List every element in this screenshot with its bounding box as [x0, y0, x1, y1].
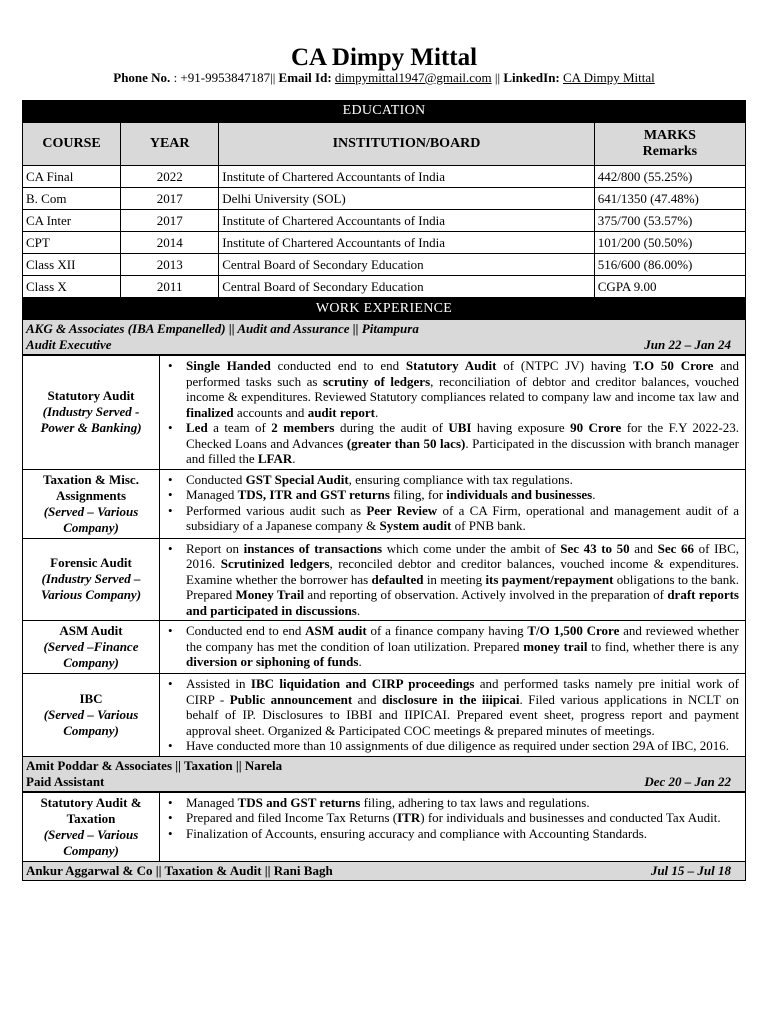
col-institution: INSTITUTION/BOARD [219, 123, 595, 166]
work-area-subtitle: (Industry Served – Various Company) [40, 571, 142, 603]
work-area-subtitle: (Served – Various Company) [43, 503, 139, 535]
resume-body [22, 100, 746, 881]
work-area-title: Statutory Audit & Taxation [40, 794, 142, 826]
education-year-cell: 2011 [121, 276, 219, 298]
work-bullet: • Prepared and filed Income Tax Returns (ITR) for individuals and businesses and conducted Tax Audit. [186, 810, 739, 826]
education-heading: EDUCATION [22, 100, 746, 122]
education-table [22, 122, 746, 298]
col-year: YEAR [121, 123, 219, 166]
education-institution-cell: Central Board of Secondary Education [219, 254, 595, 276]
education-row [23, 210, 746, 232]
employer-header [22, 757, 746, 792]
education-marks-cell: 101/200 (50.50%) [594, 232, 745, 254]
education-row [23, 166, 746, 188]
education-course-cell: CA Inter [23, 210, 121, 232]
employment-dates: Jul 15 – Jul 18 [650, 862, 731, 878]
phone-label: Phone No. [113, 70, 171, 85]
work-description [160, 469, 746, 538]
education-course-cell: CA Final [23, 166, 121, 188]
education-row [23, 254, 746, 276]
work-row [23, 469, 746, 538]
work-description [160, 674, 746, 757]
work-row [23, 621, 746, 674]
work-row [23, 356, 746, 470]
education-institution-cell: Institute of Chartered Accountants of India [219, 232, 595, 254]
work-bullet: • Single Handed conducted end to end Statutory Audit of (NTPC JV) having T.O 50 Crore and performed tasks such as scrutiny of ledgers, reconciliation of debtor and creditor balances, vouched income & expenditures. Reviewed Statutory compliances related to company law and income tax law and finalized accounts and audit report. [186, 358, 739, 420]
education-institution-cell: Delhi University (SOL) [219, 188, 595, 210]
work-description [160, 621, 746, 674]
employer-role: Audit Executive [26, 337, 112, 352]
work-bullet: • Performed various audit such as Peer Review of a CA Firm, operational and management audit of a subsidiary of a Japanese company & System audit of PNB bank. [186, 503, 739, 534]
work-bullet: • Led a team of 2 members during the audit of UBI having exposure 90 Crore for the F.Y 2022-23. Checked Loans and Advances (greater than 50 lacs). Participated in the discussion with branch manager and filled the LFAR. [186, 420, 739, 467]
work-area [23, 674, 160, 757]
work-bullet: • Finalization of Accounts, ensuring accuracy and compliance with Accounting Standards. [186, 826, 739, 842]
employer-name: Ankur Aggarwal & Co || Taxation & Audit || Rani Bagh [26, 862, 333, 878]
education-year-cell: 2017 [121, 188, 219, 210]
email-link[interactable]: dimpymittal1947@gmail.com [334, 70, 492, 85]
education-marks-cell: 442/800 (55.25%) [594, 166, 745, 188]
work-description [160, 538, 746, 621]
work-area-subtitle: (Served – Various Company) [43, 826, 139, 858]
email-label: Email Id [275, 70, 328, 85]
employer-name: Amit Poddar & Associates || Taxation || Narela [26, 757, 283, 773]
work-area-title: IBC [79, 690, 103, 706]
employer-header [22, 320, 746, 355]
work-row [23, 538, 746, 621]
education-institution-cell: Institute of Chartered Accountants of India [219, 210, 595, 232]
col-course: COURSE [23, 123, 121, 166]
work-bullet: • Have conducted more than 10 assignments of due diligence as required under section 29A of IBC, 2016. [186, 738, 739, 754]
linkedin-label: LinkedIn: [503, 70, 560, 85]
education-year-cell: 2017 [121, 210, 219, 232]
employment-dates: Dec 20 – Jan 22 [644, 773, 731, 789]
work-row [23, 674, 746, 757]
work-bullet: • Managed TDS and GST returns filing, adhering to tax laws and regulations. [186, 795, 739, 811]
work-area-title: Statutory Audit [47, 388, 135, 404]
contact-line: Phone No. : +91-9953847187|| Email Id: dimpymittal1947@gmail.com || LinkedIn: CA Dimpy Mittal [113, 70, 655, 85]
work-area [23, 356, 160, 470]
linkedin-link[interactable]: CA Dimpy Mittal [563, 70, 655, 85]
work-row [23, 792, 746, 861]
education-row [23, 276, 746, 298]
education-institution-cell: Central Board of Secondary Education [219, 276, 595, 298]
education-year-cell: 2022 [121, 166, 219, 188]
work-bullet: • Assisted in IBC liquidation and CIRP proceedings and performed tasks namely pre initial work of CIRP - Public announcement and disclosure in the iiipicai. Filed various applications in NCLT on behalf of IP. Disclosures to IBBI and IIPICAI. Prepared event sheet, progress report and payment approval sheet. Organized & Participated COC meetings & prepared minutes of meetings. [186, 676, 739, 738]
education-year-cell: 2013 [121, 254, 219, 276]
work-area [23, 621, 160, 674]
work-area-subtitle: (Industry Served - Power & Banking) [40, 404, 142, 436]
education-marks-cell: CGPA 9.00 [594, 276, 745, 298]
education-course-cell: CPT [23, 232, 121, 254]
work-bullet: • Conducted GST Special Audit, ensuring compliance with tax regulations. [186, 472, 739, 488]
work-area [23, 469, 160, 538]
col-marks: MARKS Remarks [594, 123, 745, 166]
education-course-cell: B. Com [23, 188, 121, 210]
candidate-name: CA Dimpy Mittal [290, 44, 478, 71]
work-area-subtitle: (Served –Finance Company) [43, 639, 139, 670]
work-experience [22, 320, 746, 881]
work-area-subtitle: (Served – Various Company) [43, 706, 139, 738]
work-description [160, 356, 746, 470]
work-table [22, 355, 746, 757]
employer-role: Paid Assistant [26, 773, 105, 789]
education-marks-cell: 516/600 (86.00%) [594, 254, 745, 276]
employer-header [22, 862, 746, 881]
work-area-title: Taxation & Misc. Assignments [43, 471, 139, 503]
education-institution-cell: Institute of Chartered Accountants of India [219, 166, 595, 188]
work-area [23, 792, 160, 861]
work-area-title: Forensic Audit [50, 555, 132, 571]
education-marks-cell: 375/700 (53.57%) [594, 210, 745, 232]
work-bullet: • Report on instances of transactions which come under the ambit of Sec 43 to 50 and Sec 66 of IBC, 2016. Scrutinized ledgers, reconciled debtor and creditor balances, vouched income & expenditures. Examine whether the borrower has defaulted in meeting its payment/repayment obligations to the bank. Prepared Money Trail and reporting of observation. Actively involved in the preparation of draft reports and participated in discussions. [186, 541, 739, 619]
employment-dates: Jun 22 – Jan 24 [644, 337, 731, 352]
work-bullet: • Managed TDS, ITR and GST returns filing, for individuals and businesses. [186, 487, 739, 503]
education-course-cell: Class XII [23, 254, 121, 276]
work-heading: WORK EXPERIENCE [22, 298, 746, 320]
phone-number: : +91-9953847187|| [170, 70, 276, 85]
work-area-title: ASM Audit [59, 623, 123, 638]
work-description [160, 792, 746, 861]
employer-name: AKG & Associates (IBA Empanelled) || Audit and Assurance || Pitampura [26, 321, 419, 336]
work-bullet: • Conducted end to end ASM audit of a finance company having T/O 1,500 Crore and reviewed whether the company has met the condition of loan utilization. Prepared money trail to find, whether there is any diversion or siphoning of funds. [186, 623, 739, 670]
education-course-cell: Class X [23, 276, 121, 298]
work-table [22, 792, 746, 862]
education-row [23, 188, 746, 210]
education-row [23, 232, 746, 254]
education-marks-cell: 641/1350 (47.48%) [594, 188, 745, 210]
education-year-cell: 2014 [121, 232, 219, 254]
work-area [23, 538, 160, 621]
